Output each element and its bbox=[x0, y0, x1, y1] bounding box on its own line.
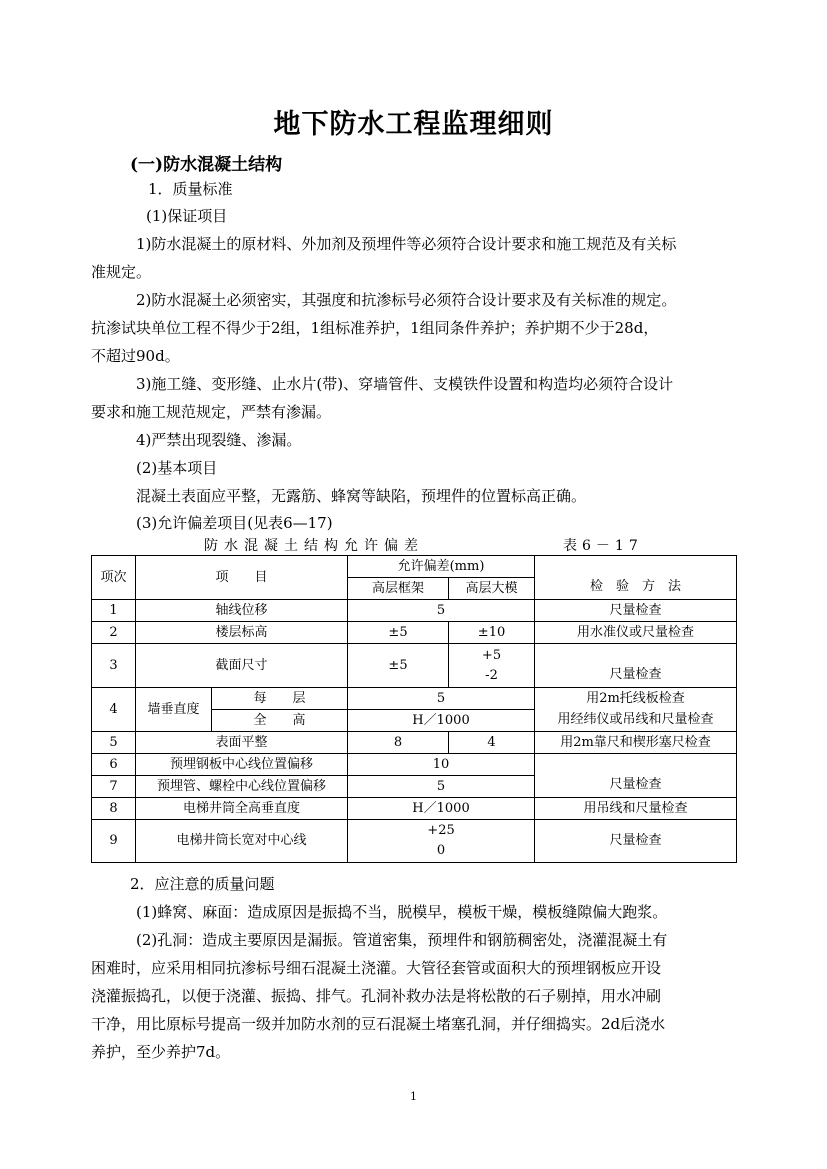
row-method: 用经纬仪或吊线和尺量检查 bbox=[535, 710, 737, 732]
row-method: 尺量检查 bbox=[535, 820, 737, 863]
issue2-line2: 困难时，应采用相同抗渗标号细石混凝土浇灌。大管径套管或面积大的预埋钢板应开设 bbox=[91, 959, 662, 977]
row-method: 用2m托线板检查 bbox=[535, 688, 737, 710]
row-no: 6 bbox=[92, 754, 136, 776]
row-item: 电梯井筒长宽对中心线 bbox=[136, 820, 348, 863]
row-value: 5 bbox=[348, 688, 535, 710]
row-value: 5 bbox=[348, 776, 535, 798]
row-no: 7 bbox=[92, 776, 136, 798]
row-mold: ±10 bbox=[449, 622, 535, 644]
row-method: 用水准仪或尺量检查 bbox=[535, 622, 737, 644]
row-method: 尺量检查 bbox=[535, 754, 737, 798]
basic-items-text: 混凝土表面应平整，无露筋、蜂窝等缺陷，预埋件的位置标高正确。 bbox=[136, 487, 587, 505]
row-item: 楼层标高 bbox=[136, 622, 348, 644]
row-method: 用吊线和尺量检查 bbox=[535, 798, 737, 820]
item3-line2: 要求和施工规范规定，严禁有渗漏。 bbox=[91, 403, 332, 421]
row-no: 8 bbox=[92, 798, 136, 820]
table-row bbox=[92, 820, 737, 863]
item1-line2: 准规定。 bbox=[91, 263, 152, 281]
row-item: 表面平整 bbox=[136, 732, 348, 754]
value-plus: +25 bbox=[427, 823, 455, 838]
item2-line1: 2)防水混凝土必须密实，其强度和抗渗标号必须符合设计要求及有关标准的规定。 bbox=[136, 291, 677, 309]
item2-line2: 抗渗试块单位工程不得少于2组，1组标准养护，1组同条件养护；养护期不少于28d， bbox=[91, 319, 659, 337]
row-value: 10 bbox=[348, 754, 535, 776]
row-frame: ±5 bbox=[348, 644, 449, 688]
table-row bbox=[92, 754, 737, 776]
mold-plus: +5 bbox=[481, 647, 502, 663]
subheading-quality-issues: 2．应注意的质量问题 bbox=[130, 875, 275, 893]
item4-line1: 4)严禁出现裂缝、渗漏。 bbox=[136, 431, 302, 449]
allowance-title: (3)允许偏差项目(见表6—17) bbox=[136, 514, 333, 532]
page-title: 地下防水工程监理细则 bbox=[273, 109, 554, 140]
section-heading: (一)防水混凝土结构 bbox=[130, 155, 283, 175]
row-method: 尺量检查 bbox=[535, 644, 737, 688]
page-number: 1 bbox=[410, 1090, 417, 1103]
issue2-line3: 浇灌振捣孔，以便于浇灌、振捣、排气。孔洞补救办法是将松散的石子剔掉，用水冲刷 bbox=[91, 987, 662, 1005]
table-row bbox=[92, 688, 737, 710]
table-row bbox=[92, 600, 737, 622]
row-value: 5 bbox=[348, 600, 535, 622]
subheading-quality-standard: 1．质量标准 bbox=[148, 180, 233, 198]
header-item: 项 目 bbox=[136, 556, 348, 600]
table-row bbox=[92, 732, 737, 754]
tolerance-table bbox=[91, 555, 737, 863]
table-row bbox=[92, 798, 737, 820]
issue1-text: (1)蜂窝、麻面：造成原因是振捣不当，脱模早，模板干燥，模板缝隙偏大跑浆。 bbox=[136, 903, 668, 921]
row-item: 预埋钢板中心线位置偏移 bbox=[136, 754, 348, 776]
row-no: 4 bbox=[92, 688, 136, 732]
table-number: 表6－17 bbox=[563, 538, 643, 554]
row-method: 尺量检查 bbox=[535, 600, 737, 622]
row-method: 用2m靠尺和楔形塞尺检查 bbox=[535, 732, 737, 754]
row-item: 墙垂直度 bbox=[136, 688, 212, 732]
row-frame: ±5 bbox=[348, 622, 449, 644]
row-item: 电梯井筒全高垂直度 bbox=[136, 798, 348, 820]
row-value bbox=[348, 820, 535, 863]
row-no: 1 bbox=[92, 600, 136, 622]
row-no: 3 bbox=[92, 644, 136, 688]
row-value: H／1000 bbox=[348, 798, 535, 820]
subheading-guarantee-items: (1)保证项目 bbox=[146, 207, 228, 225]
item3-line1: 3)施工缝、变形缝、止水片(带)、穿墙管件、支模铁件设置和构造均必须符合设计 bbox=[136, 375, 674, 393]
issue2-line5: 养护，至少养护7d。 bbox=[91, 1043, 231, 1061]
row-item: 预埋管、螺栓中心线位置偏移 bbox=[136, 776, 348, 798]
row-subitem: 全 高 bbox=[212, 710, 348, 732]
header-frame: 高层框架 bbox=[348, 578, 449, 600]
item2-line3: 不超过90d。 bbox=[91, 347, 180, 365]
row-item: 轴线位移 bbox=[136, 600, 348, 622]
table-row bbox=[92, 622, 737, 644]
basic-items-title: (2)基本项目 bbox=[136, 459, 218, 477]
table-row bbox=[92, 644, 737, 688]
row-frame: 8 bbox=[348, 732, 449, 754]
row-mold: 4 bbox=[449, 732, 535, 754]
header-mold: 高层大模 bbox=[449, 578, 535, 600]
issue2-line1: (2)孔洞：造成主要原因是漏振。管道密集，预埋件和钢筋稠密处，浇灌混凝土有 bbox=[136, 931, 668, 949]
mold-minus: -2 bbox=[485, 667, 498, 683]
item1-line1: 1)防水混凝土的原材料、外加剂及预埋件等必须符合设计要求和施工规范及有关标 bbox=[136, 235, 677, 253]
header-no: 项次 bbox=[92, 556, 136, 600]
row-no: 9 bbox=[92, 820, 136, 863]
row-no: 5 bbox=[92, 732, 136, 754]
table-caption: 防水混凝土结构允许偏差 bbox=[204, 538, 424, 554]
row-value: H／1000 bbox=[348, 710, 535, 732]
value-zero: 0 bbox=[436, 843, 446, 858]
row-no: 2 bbox=[92, 622, 136, 644]
issue2-line4: 干净，用比原标号提高一级并加防水剂的豆石混凝土堵塞孔洞，并仔细捣实。2d后浇水 bbox=[91, 1015, 666, 1033]
header-method: 检 验 方 法 bbox=[535, 556, 737, 600]
row-item: 截面尺寸 bbox=[136, 644, 348, 688]
row-mold bbox=[449, 644, 535, 688]
header-allowance: 允许偏差(mm) bbox=[348, 556, 535, 578]
row-subitem: 每 层 bbox=[212, 688, 348, 710]
